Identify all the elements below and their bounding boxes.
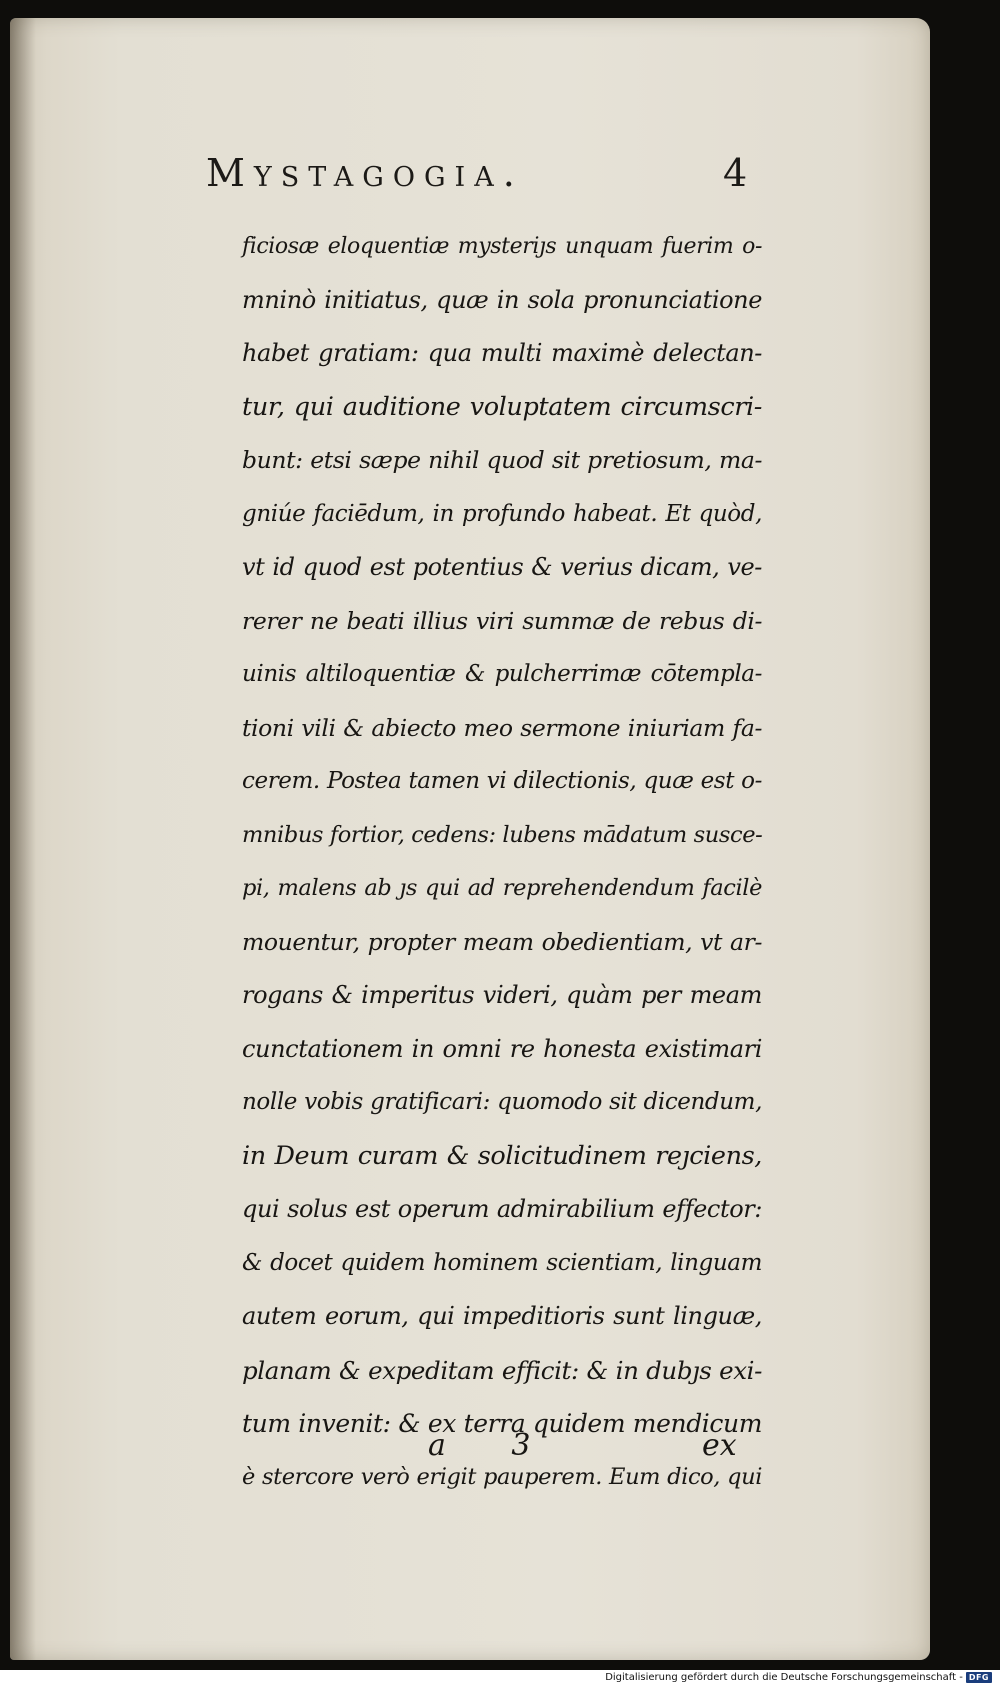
page-footer bbox=[10, 1428, 930, 1468]
page-header bbox=[10, 151, 930, 207]
text-line: planam & expeditam efficit: & in dubȷs exi- bbox=[242, 1355, 762, 1385]
text-line: gniúe faciēdum, in profundo habeat. Et quòd, bbox=[242, 500, 762, 527]
text-line: tioni vili & abiecto meo sermone iniuriam fa- bbox=[242, 713, 762, 742]
text-line: rogans & imperitus videri, quàm per meam bbox=[242, 981, 762, 1009]
text-line: è stercore verò erigit pauperem. Eum dico, qui bbox=[242, 1463, 762, 1490]
text-line: tur, qui auditione voluptatem circumscri- bbox=[242, 391, 762, 422]
text-line: rerer ne beati illius viri summæ de rebus di- bbox=[242, 606, 762, 635]
text-line: autem eorum, qui impeditioris sunt linguæ, bbox=[242, 1302, 762, 1330]
text-line: pi, malens ab ȷs qui ad reprehendendum facilè bbox=[242, 875, 762, 901]
body-text bbox=[242, 220, 762, 1504]
text-line: & docet quidem hominem scientiam, linguam bbox=[242, 1249, 762, 1276]
text-line: tum invenit: & ex terra quidem mendicum bbox=[242, 1409, 762, 1438]
dfg-logo: DFG bbox=[966, 1672, 992, 1683]
signature-mark: a 3 bbox=[428, 1428, 559, 1463]
text-line: uinis altiloquentiæ & pulcherrimæ cōtempla- bbox=[242, 661, 762, 687]
text-line: bunt: etsi sæpe nihil quod sit pretiosum, ma- bbox=[242, 446, 762, 474]
text-line: vt id quod est potentius & verius dicam, ve- bbox=[242, 553, 762, 581]
text-line: ficiosæ eloquentiæ mysteriȷs unquam fuerim o- bbox=[242, 234, 762, 259]
gutter-shadow bbox=[10, 18, 36, 1660]
text-line: qui solus est operum admirabilium effector: bbox=[242, 1195, 762, 1223]
text-line: in Deum curam & solicitudinem reȷciens, bbox=[242, 1140, 762, 1171]
text-line: mnibus fortior, cedens: lubens mādatum susce- bbox=[242, 821, 763, 848]
credit-text: Digitalisierung gefördert durch die Deutsche Forschungsgemeinschaft - bbox=[605, 1672, 963, 1683]
page-number: 4 bbox=[723, 151, 748, 195]
text-line: cerem. Postea tamen vi dilectionis, quæ est o- bbox=[242, 768, 762, 794]
digitization-credit bbox=[605, 1672, 992, 1683]
text-line: mninò initiatus, quæ in sola pronunciatione bbox=[242, 285, 762, 314]
text-line: cunctationem in omni re honesta existimari bbox=[242, 1034, 762, 1063]
text-line: nolle vobis gratificari: quomodo sit dicendum, bbox=[242, 1089, 762, 1115]
text-line: mouentur, propter meam obedientiam, vt ar- bbox=[242, 927, 762, 956]
catchword: ex bbox=[702, 1428, 737, 1463]
book-page bbox=[10, 18, 930, 1660]
running-title: Mystagogia. bbox=[206, 151, 524, 195]
text-line: habet gratiam: qua multi maximè delectan- bbox=[242, 339, 762, 367]
